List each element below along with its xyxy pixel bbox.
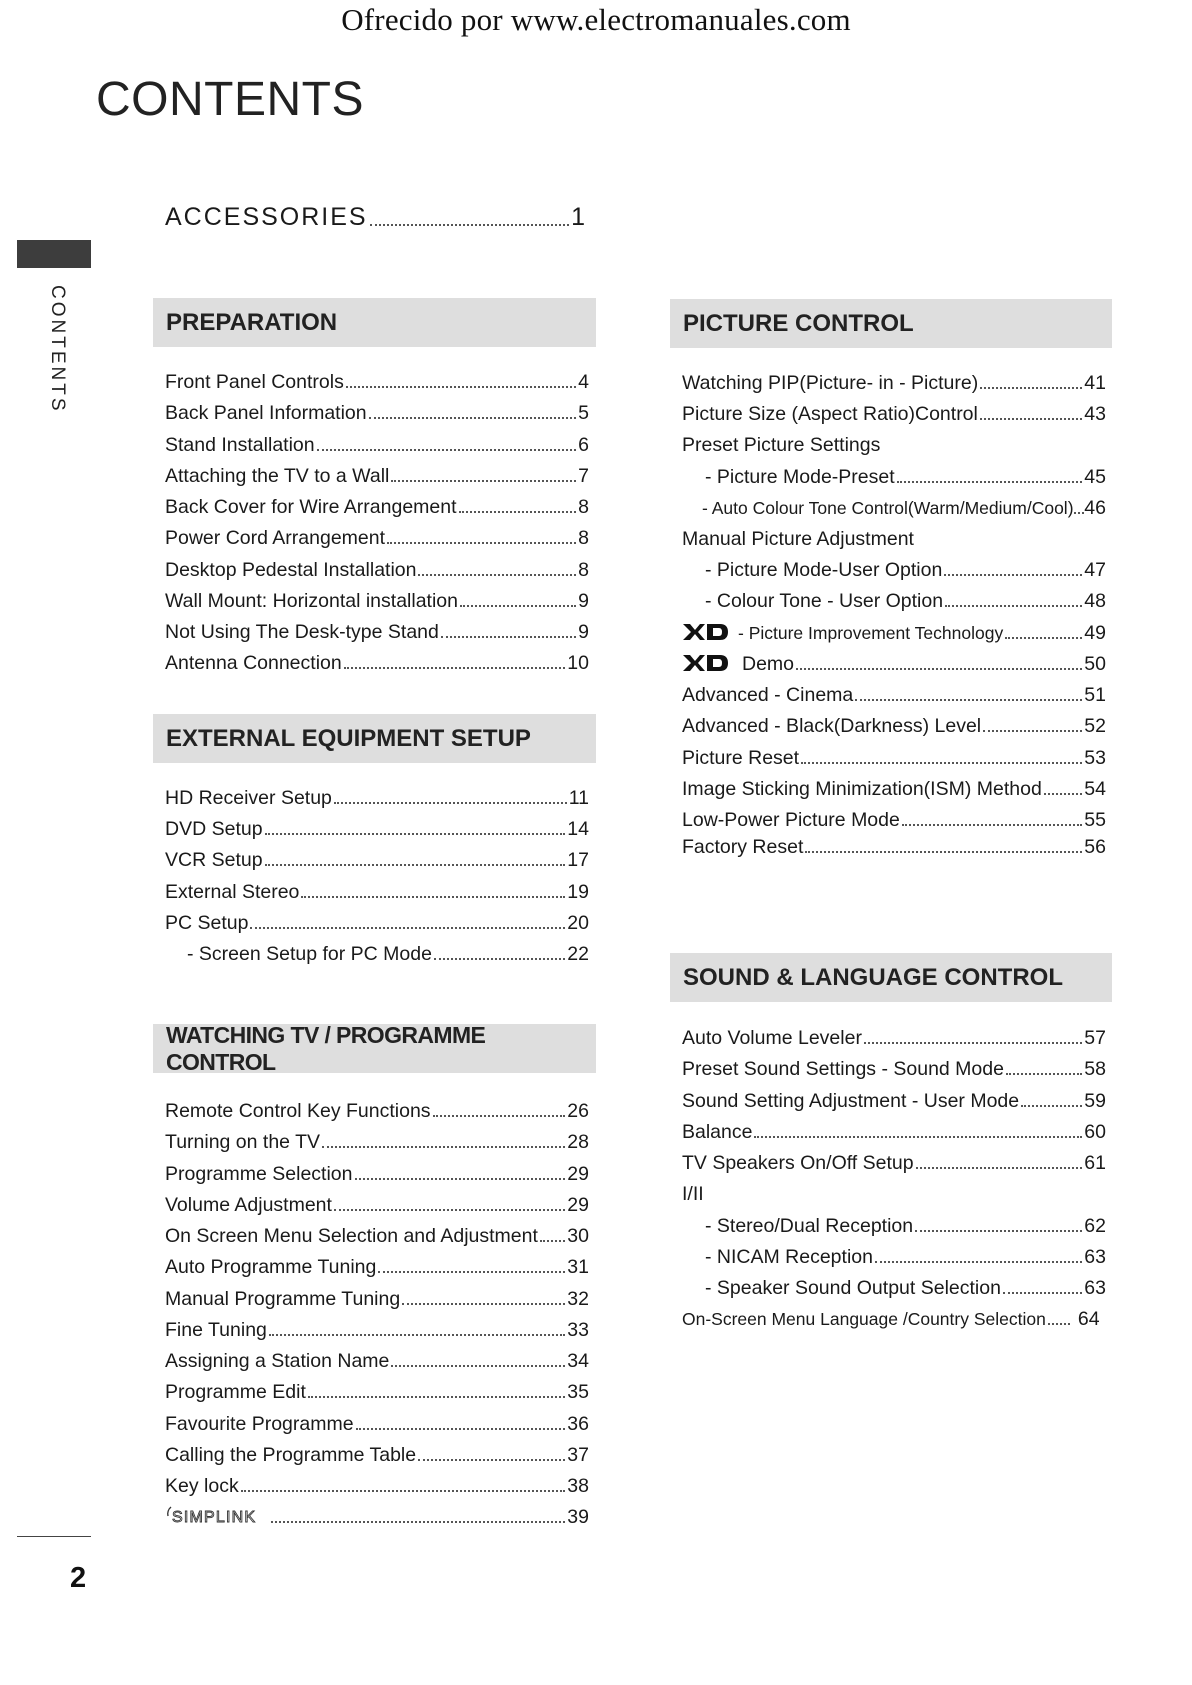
toc-entry-label: HD Receiver Setup — [165, 787, 332, 809]
toc-entry-page: 56 — [1084, 836, 1106, 858]
toc-entry-label: Advanced - Cinema — [682, 684, 854, 706]
toc-entry[interactable] — [165, 1161, 589, 1187]
toc-entry-page: 10 — [567, 652, 589, 674]
dot-leader — [1021, 1105, 1082, 1107]
dot-leader — [983, 730, 1082, 732]
toc-entry[interactable] — [165, 1192, 589, 1218]
dot-leader — [801, 762, 1082, 764]
toc-entry[interactable] — [682, 776, 1106, 802]
toc-entry[interactable] — [165, 1379, 589, 1405]
toc-entry-label: Key lock — [165, 1475, 239, 1497]
toc-entry[interactable] — [682, 370, 1106, 396]
toc-entry-label: Picture Size (Aspect Ratio)Control — [682, 403, 978, 425]
toc-entry[interactable] — [165, 525, 589, 551]
toc-entry-label: Sound Setting Adjustment - User Mode — [682, 1090, 1020, 1112]
toc-entry-page: 6 — [578, 434, 589, 456]
dot-leader — [1044, 793, 1083, 795]
dot-leader — [433, 1115, 566, 1117]
toc-entry-label: Image Sticking Minimization(ISM) Method — [682, 778, 1042, 800]
toc-entry-label: - Picture Improvement Technology — [738, 623, 1004, 643]
toc-entry-page: 63 — [1084, 1277, 1106, 1299]
toc-entry-label: Favourite Programme — [165, 1413, 354, 1435]
toc-entry-page: 26 — [567, 1100, 589, 1122]
toc-entry-label: Stand Installation — [165, 434, 315, 456]
toc-entry-page: 22 — [567, 943, 589, 965]
toc-entry-label: Programme Edit — [165, 1381, 306, 1403]
toc-entry[interactable] — [165, 369, 589, 395]
toc-entry-label: Back Cover for Wire Arrangement — [165, 496, 457, 518]
toc-subheading[interactable] — [682, 432, 1106, 458]
toc-entry-page: 5 — [578, 402, 589, 424]
toc-entry-label: Calling the Programme Table — [165, 1444, 417, 1466]
toc-entry[interactable] — [705, 464, 1106, 490]
dot-leader — [334, 802, 567, 804]
toc-entry[interactable] — [165, 588, 589, 614]
toc-entry-label: - Speaker Sound Output Selection — [705, 1277, 1001, 1299]
toc-entry-page: 51 — [1084, 684, 1106, 706]
toc-entry-page: 14 — [567, 818, 589, 840]
toc-entry[interactable] — [682, 401, 1106, 427]
toc-entry[interactable] — [165, 1286, 589, 1312]
toc-entry-page: 41 — [1084, 372, 1106, 394]
dot-leader — [875, 1261, 1082, 1263]
toc-entry[interactable] — [682, 1306, 1106, 1332]
toc-entry-label: Manual Picture Adjustment — [682, 528, 914, 550]
toc-entry-label: Auto Volume Leveler — [682, 1027, 862, 1049]
page-title: CONTENTS — [96, 73, 364, 126]
section-heading-preparation: PREPARATION — [153, 298, 596, 347]
toc-entry[interactable] — [682, 1088, 1106, 1114]
toc-entry-page: 57 — [1084, 1027, 1106, 1049]
toc-entry-page: 20 — [567, 912, 589, 934]
dot-leader — [418, 1459, 565, 1461]
toc-entry-label: - Colour Tone - User Option — [705, 590, 944, 612]
toc-entry-page: 63 — [1084, 1246, 1106, 1268]
dot-leader — [370, 224, 569, 226]
toc-entry-page: 62 — [1084, 1215, 1106, 1237]
toc-entry[interactable] — [705, 1275, 1106, 1301]
toc-entry[interactable] — [187, 941, 589, 967]
dot-leader — [265, 833, 566, 835]
dot-leader — [855, 699, 1082, 701]
toc-entry-page: 60 — [1084, 1121, 1106, 1143]
toc-entry-page: 35 — [567, 1381, 589, 1403]
section-heading-external-equipment: EXTERNAL EQUIPMENT SETUP — [153, 714, 596, 763]
toc-entry-page: 17 — [567, 849, 589, 871]
toc-entry[interactable] — [165, 1223, 589, 1249]
toc-entry-page: 30 — [567, 1225, 589, 1247]
toc-entry-label: Wall Mount: Horizontal installation — [165, 590, 458, 612]
toc-entry-page: 29 — [567, 1163, 589, 1185]
dot-leader — [346, 386, 576, 388]
dot-leader — [944, 574, 1082, 576]
dot-leader — [1006, 1073, 1082, 1075]
toc-entry-label: - Picture Mode-User Option — [705, 559, 943, 581]
toc-entry-label: - NICAM Reception — [705, 1246, 873, 1268]
toc-entry[interactable] — [165, 432, 589, 458]
toc-entry-label: Front Panel Controls — [165, 371, 344, 393]
toc-entry[interactable] — [705, 1213, 1106, 1239]
toc-entry-page: 29 — [567, 1194, 589, 1216]
toc-entry[interactable] — [165, 1317, 589, 1343]
toc-entry-xd-technology[interactable] — [682, 620, 1106, 646]
dot-leader — [897, 481, 1083, 483]
toc-entry-page: 45 — [1084, 466, 1106, 488]
toc-entry[interactable] — [165, 1129, 589, 1155]
toc-entry-label: External Stereo — [165, 881, 300, 903]
toc-entry-page: 7 — [578, 465, 589, 487]
toc-entry-label: Watching PIP(Picture- in - Picture) — [682, 372, 979, 394]
toc-entry-page: 55 — [1084, 809, 1106, 831]
toc-entry[interactable] — [165, 494, 589, 520]
toc-entry-label: PC Setup — [165, 912, 249, 934]
dot-leader — [369, 417, 577, 419]
dot-leader — [391, 1365, 565, 1367]
toc-entry-simplink[interactable] — [165, 1504, 589, 1530]
dot-leader — [459, 511, 577, 513]
toc-entry[interactable] — [682, 1150, 1106, 1176]
toc-entry-page: 8 — [578, 496, 589, 518]
toc-entry[interactable] — [682, 834, 1106, 860]
toc-entry-page: 59 — [1084, 1090, 1106, 1112]
toc-entry[interactable] — [165, 1411, 589, 1437]
toc-entry-page: 37 — [567, 1444, 589, 1466]
toc-entry-label: TV Speakers On/Off Setup — [682, 1152, 914, 1174]
dot-leader — [916, 1167, 1083, 1169]
dot-leader — [250, 927, 565, 929]
toc-entry-page: 47 — [1084, 559, 1106, 581]
toc-entry-page: 4 — [578, 371, 589, 393]
toc-entry-page: 46 — [1084, 497, 1106, 519]
section-heading-sound-language: SOUND & LANGUAGE CONTROL — [670, 953, 1112, 1002]
dot-leader — [434, 958, 565, 960]
toc-entry-label: Auto Programme Tuning — [165, 1256, 377, 1278]
toc-entry-label: - Picture Mode-Preset — [705, 466, 895, 488]
toc-entry-accessories[interactable] — [165, 201, 587, 233]
dot-leader — [301, 896, 565, 898]
toc-entry-xd-demo[interactable] — [682, 651, 1106, 677]
toc-subheading[interactable] — [682, 526, 1106, 552]
toc-entry-label: I/II — [682, 1183, 704, 1205]
toc-entry[interactable] — [165, 650, 589, 676]
xd-logo-icon — [682, 651, 742, 677]
toc-entry-label: Programme Selection — [165, 1163, 353, 1185]
toc-entry[interactable] — [165, 463, 589, 489]
toc-entry[interactable] — [682, 1056, 1106, 1082]
dot-leader — [915, 1230, 1082, 1232]
section-heading-watching-tv: WATCHING TV / PROGRAMME CONTROL — [153, 1024, 596, 1073]
toc-entry[interactable] — [165, 619, 589, 645]
toc-entry-label: Manual Programme Tuning — [165, 1288, 401, 1310]
toc-entry-page: 39 — [567, 1506, 589, 1528]
dot-leader — [418, 574, 576, 576]
toc-entry[interactable] — [705, 588, 1106, 614]
toc-entry[interactable] — [165, 785, 589, 811]
toc-entry[interactable] — [165, 1348, 589, 1374]
toc-entry[interactable] — [165, 1254, 589, 1280]
toc-entry-label: Preset Sound Settings - Sound Mode — [682, 1058, 1004, 1080]
toc-entry[interactable] — [705, 1244, 1106, 1270]
toc-entry-page: 1 — [571, 203, 587, 231]
toc-entry-page: 48 — [1084, 590, 1106, 612]
toc-entry-page: 33 — [567, 1319, 589, 1341]
xd-logo-icon — [682, 620, 738, 646]
toc-entry-label: - Screen Setup for PC Mode — [187, 943, 432, 965]
toc-entry[interactable] — [682, 682, 1106, 708]
toc-entry[interactable] — [682, 1025, 1106, 1051]
toc-entry-label: Back Panel Information — [165, 402, 367, 424]
toc-entry-label: Balance — [682, 1121, 753, 1143]
toc-entry-label: - Stereo/Dual Reception — [705, 1215, 914, 1237]
toc-entry-label: Antenna Connection — [165, 652, 342, 674]
dot-leader — [269, 1334, 565, 1336]
toc-entry-label: Factory Reset — [682, 836, 804, 858]
dot-leader — [980, 387, 1082, 389]
toc-entry-label: Low-Power Picture Mode — [682, 809, 900, 831]
toc-entry[interactable] — [165, 1098, 589, 1124]
source-banner: Ofrecido por www.electromanuales.com — [341, 2, 851, 37]
toc-entry-page: 61 — [1084, 1152, 1106, 1174]
toc-entry-label: Desktop Pedestal Installation — [165, 559, 417, 581]
dot-leader — [378, 1271, 565, 1273]
toc-entry[interactable] — [165, 557, 589, 583]
toc-entry-page: 8 — [578, 527, 589, 549]
dot-leader — [334, 1209, 565, 1211]
toc-entry-label: Demo — [742, 653, 795, 675]
toc-entry-page: 64 — [1077, 1308, 1100, 1330]
toc-entry[interactable] — [165, 1473, 589, 1499]
toc-entry-page: 8 — [578, 559, 589, 581]
dot-leader — [441, 636, 576, 638]
toc-entry-page: 19 — [567, 881, 589, 903]
toc-entry-label: Turning on the TV — [165, 1131, 321, 1153]
toc-entry-page: 36 — [567, 1413, 589, 1435]
toc-entry-page: 11 — [568, 787, 589, 809]
toc-entry-page: 58 — [1084, 1058, 1106, 1080]
toc-entry[interactable] — [702, 495, 1106, 521]
toc-entry-label: Attaching the TV to a Wall — [165, 465, 390, 487]
toc-entry-label: Assigning a Station Name — [165, 1350, 390, 1372]
dot-leader — [317, 449, 577, 451]
dot-leader — [355, 1178, 566, 1180]
dot-leader — [980, 418, 1082, 420]
toc-entry-label: Preset Picture Settings — [682, 434, 881, 456]
toc-entry-label: DVD Setup — [165, 818, 263, 840]
toc-entry-label: ACCESSORIES — [165, 203, 368, 231]
dot-leader — [322, 1146, 565, 1148]
toc-entry-page: 9 — [578, 621, 589, 643]
dot-leader — [344, 667, 566, 669]
dot-leader — [1074, 512, 1085, 514]
toc-entry-page: 53 — [1084, 747, 1106, 769]
dot-leader — [271, 1521, 565, 1523]
dot-leader — [754, 1136, 1082, 1138]
toc-entry-page: 54 — [1084, 778, 1106, 800]
toc-entry[interactable] — [682, 713, 1106, 739]
footer-divider — [17, 1536, 91, 1537]
toc-subheading[interactable] — [682, 1181, 1106, 1207]
toc-entry-label: Volume Adjustment — [165, 1194, 332, 1216]
dot-leader — [805, 851, 1082, 853]
dot-leader — [945, 605, 1082, 607]
toc-entry[interactable] — [165, 847, 589, 873]
toc-entry[interactable] — [682, 745, 1106, 771]
toc-entry[interactable] — [682, 1119, 1106, 1145]
toc-entry-page: 52 — [1084, 715, 1106, 737]
dot-leader — [356, 1428, 566, 1430]
toc-entry-label: On-Screen Menu Language /Country Selection — [682, 1309, 1046, 1329]
toc-entry-label: Picture Reset — [682, 747, 800, 769]
side-tab-marker — [17, 240, 91, 268]
toc-entry-label: Remote Control Key Functions — [165, 1100, 431, 1122]
toc-entry-page: 34 — [567, 1350, 589, 1372]
toc-entry-label: Power Cord Arrangement — [165, 527, 386, 549]
toc-entry-page: 32 — [567, 1288, 589, 1310]
page-number: 2 — [70, 1562, 87, 1594]
toc-entry-label: On Screen Menu Selection and Adjustment — [165, 1225, 538, 1247]
toc-entry-label: Not Using The Desk-type Stand — [165, 621, 439, 643]
dot-leader — [540, 1240, 565, 1242]
simplink-logo-icon — [165, 1504, 269, 1530]
dot-leader — [265, 864, 566, 866]
toc-entry-label: Fine Tuning — [165, 1319, 267, 1341]
dot-leader — [1005, 637, 1082, 639]
toc-entry[interactable] — [165, 910, 589, 936]
toc-entry-page: 38 — [567, 1475, 589, 1497]
toc-entry-page: 49 — [1084, 622, 1106, 644]
toc-entry[interactable] — [705, 557, 1106, 583]
toc-entry-label: - Auto Colour Tone Control(Warm/Medium/Cool) — [702, 498, 1074, 518]
dot-leader — [1048, 1323, 1070, 1325]
toc-entry-page: 43 — [1084, 403, 1106, 425]
dot-leader — [241, 1490, 566, 1492]
dot-leader — [796, 668, 1082, 670]
toc-entry[interactable] — [165, 1442, 589, 1468]
dot-leader — [402, 1303, 565, 1305]
toc-entry-page: 31 — [567, 1256, 589, 1278]
toc-entry[interactable] — [165, 816, 589, 842]
dot-leader — [864, 1042, 1082, 1044]
section-heading-picture-control: PICTURE CONTROL — [670, 299, 1112, 348]
toc-entry-page: 50 — [1084, 653, 1106, 675]
dot-leader — [902, 824, 1082, 826]
toc-entry-page: 9 — [578, 590, 589, 612]
dot-leader — [387, 542, 576, 544]
toc-entry[interactable] — [165, 400, 589, 426]
toc-entry[interactable] — [682, 807, 1106, 833]
toc-entry-label: VCR Setup — [165, 849, 263, 871]
dot-leader — [1003, 1292, 1082, 1294]
dot-leader — [460, 605, 576, 607]
dot-leader — [308, 1396, 565, 1398]
toc-entry-label: Advanced - Black(Darkness) Level — [682, 715, 982, 737]
simplink-logo-text: SIMPLINK — [172, 1509, 257, 1526]
dot-leader — [391, 480, 576, 482]
side-section-label: CONTENTS — [47, 285, 68, 414]
toc-entry[interactable] — [165, 879, 589, 905]
toc-entry-page: 28 — [567, 1131, 589, 1153]
